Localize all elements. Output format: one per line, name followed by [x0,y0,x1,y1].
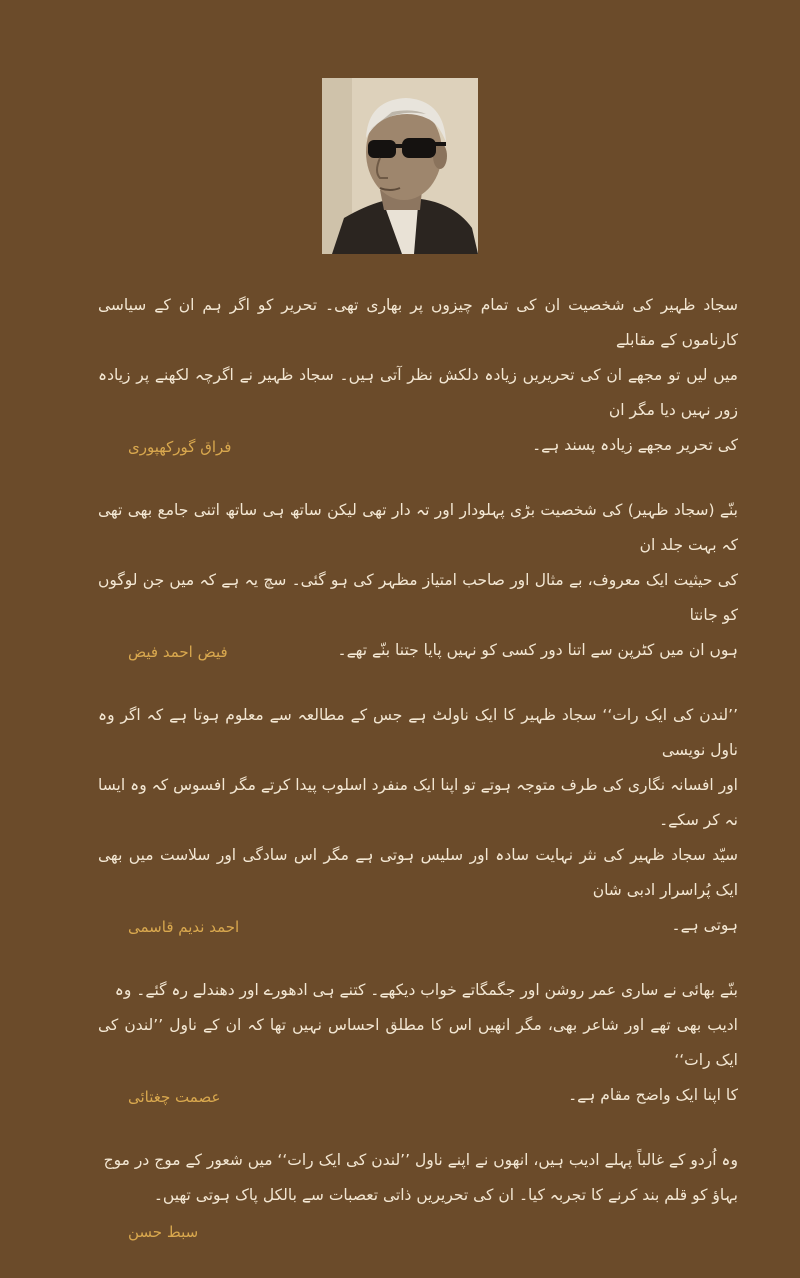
quote-line: ’’لندن کی ایک رات‘‘ سجاد ظہیر کا ایک ناولٹ ہے جس کے مطالعہ سے معلوم ہوتا ہے کہ اگر وہ ناول نویسی [98,706,738,759]
quote-author: فراق گورکھپوری [128,438,232,456]
quote-block [98,1143,738,1248]
quote-line: بہاؤ کو قلم بند کرنے کا تجربہ کیا۔ ان کی تحریریں ذاتی تعصبات سے بالکل پاک ہوتی تھیں۔ [153,1186,738,1204]
quote-block [98,973,738,1113]
quote-line: کا اپنا ایک واضح مقام ہے۔ [568,1086,738,1104]
portrait-icon [322,78,478,254]
quote-line: کی تحریر مجھے زیادہ پسند ہے۔ [532,436,738,454]
quote-author: فیض احمد فیض [128,643,228,661]
quote-line: بنّے بھائی نے ساری عمر روشن اور جگمگاتے خواب دیکھے۔ کتنے ہی ادھورے اور دھندلے رہ گئے۔ وہ [114,981,738,999]
quote-block [98,288,738,463]
quote-line: وہ اُردو کے غالباً پہلے ادیب ہیں، انھوں نے اپنے ناول ’’لندن کی ایک رات‘‘ میں شعور کے موج در موج [103,1151,738,1169]
quote-line: اور افسانہ نگاری کی طرف متوجہ ہوتے تو اپنا ایک منفرد اسلوب پیدا کرتے مگر افسوس کہ وہ ایسا نہ کر سکے۔ [98,776,738,829]
quote-line: سجاد ظہیر کی شخصیت ان کی تمام چیزوں پر بھاری تھی۔ تحریر کو اگر ہم ان کے سیاسی کارناموں کے مقابلے [98,296,738,349]
quote-line: ادیب بھی تھے اور شاعر بھی، مگر انھیں اس کا مطلق احساس نہیں تھا کہ ان کے ناول ’’لندن کی ایک رات‘‘ [98,1016,738,1069]
quote-line: سیّد سجاد ظہیر کی نثر نہایت سادہ اور سلیس ہوتی ہے مگر اس سادگی اور سلاست میں بھی ایک پُراسرار ادبی شان [98,846,738,899]
quote-block [98,698,738,943]
quote-line: کی حیثیت ایک معروف، بے مثال اور صاحب امتیاز مظہر کی ہو گئی۔ سچ یہ ہے کہ میں جن لوگوں کو جانتا [98,571,738,624]
quote-line: ہوں ان میں کٹرپن سے اتنا دور کسی کو نہیں پایا جتنا بنّے تھے۔ [337,641,738,659]
quote-author: احمد ندیم قاسمی [128,918,240,936]
quote-author: عصمت چغتائی [128,1088,221,1106]
quote-line: بنّے (سجاد ظہیر) کی شخصیت بڑی پہلودار اور تہ دار تھی لیکن ساتھ ہی ساتھ اتنی جامع بھی تھی کہ بہت جلد ان [98,501,738,554]
quote-line: میں لیں تو مجھے ان کی تحریریں زیادہ دلکش نظر آتی ہیں۔ سجاد ظہیر نے اگرچہ لکھنے پر زیادہ زور نہیں دیا مگر ان [98,366,738,419]
quote-block [98,493,738,668]
quote-author: سبط حسن [128,1223,199,1241]
quote-line: ہوتی ہے۔ [671,916,738,934]
quotes-list [98,288,738,1278]
portrait-photo [322,78,478,254]
